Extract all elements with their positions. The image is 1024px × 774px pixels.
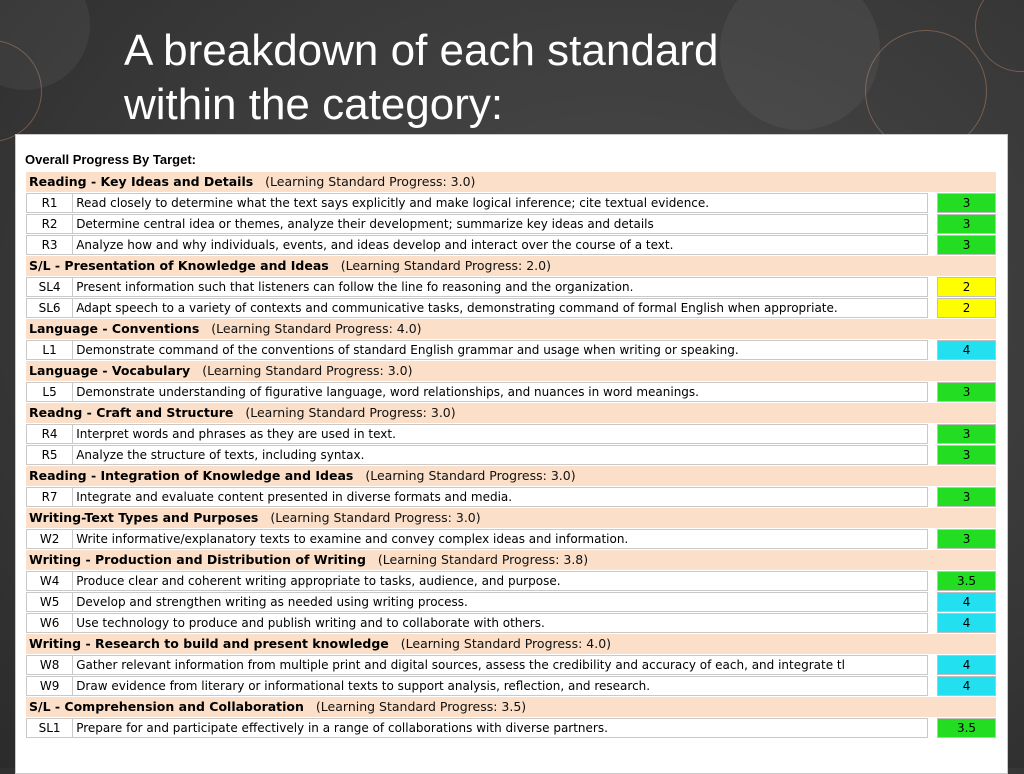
standard-description: Draw evidence from literary or informational texts to support analysis, reflection, and research. xyxy=(73,676,928,696)
standard-description: Present information such that listeners can follow the line fo reasoning and the organization. xyxy=(73,277,928,297)
score-badge: 3 xyxy=(937,529,996,549)
score-badge: 4 xyxy=(937,676,996,696)
standard-code: R1 xyxy=(26,193,73,213)
standard-row xyxy=(26,529,996,549)
standard-description: Analyze the structure of texts, including syntax. xyxy=(73,445,928,465)
standard-description: Adapt speech to a variety of contexts and communicative tasks, demonstrating command of formal English when appropriate. xyxy=(73,298,928,318)
category-progress: (Learning Standard Progress: 3.0) xyxy=(270,510,481,525)
standard-code: R4 xyxy=(26,424,73,444)
standard-description: Gather relevant information from multiple print and digital sources, assess the credibility and accuracy of each, and integrate tl xyxy=(73,655,928,675)
spacer xyxy=(928,298,937,318)
standard-description: Use technology to produce and publish writing and to collaborate with others. xyxy=(73,613,928,633)
standard-description: Write informative/explanatory texts to examine and convey complex ideas and information. xyxy=(73,529,928,549)
category-name: Language - Conventions xyxy=(29,321,200,336)
standard-code: SL4 xyxy=(26,277,73,297)
category-name: Reading - Key Ideas and Details xyxy=(29,174,254,189)
decorative-blob xyxy=(0,0,90,90)
category-row xyxy=(26,550,996,570)
standard-row xyxy=(26,571,996,591)
score-badge: 3 xyxy=(937,424,996,444)
standard-description: Analyze how and why individuals, events, and ideas develop and interact over the course of a text. xyxy=(73,235,928,255)
spacer xyxy=(928,277,937,297)
progress-table xyxy=(26,171,996,739)
category-progress: (Learning Standard Progress: 3.0) xyxy=(265,174,476,189)
standard-row xyxy=(26,718,996,738)
category-row xyxy=(26,403,996,423)
standard-code: W5 xyxy=(26,592,73,612)
standard-description: Demonstrate understanding of figurative language, word relationships, and nuances in word meanings. xyxy=(73,382,928,402)
spacer xyxy=(928,487,937,507)
standard-row xyxy=(26,613,996,633)
category-progress: (Learning Standard Progress: 3.0) xyxy=(245,405,456,420)
score-badge: 4 xyxy=(937,613,996,633)
score-badge: 4 xyxy=(937,592,996,612)
category-name: Writing-Text Types and Purposes xyxy=(29,510,259,525)
slide-title-line-1: A breakdown of each standard xyxy=(124,26,719,75)
category-progress: (Learning Standard Progress: 3.0) xyxy=(365,468,576,483)
category-row xyxy=(26,508,996,528)
standard-code: W6 xyxy=(26,613,73,633)
standard-code: R3 xyxy=(26,235,73,255)
spacer xyxy=(928,193,937,213)
score-badge: 3 xyxy=(937,214,996,234)
standard-description: Read closely to determine what the text says explicitly and make logical inference; cite textual evidence. xyxy=(73,193,928,213)
score-badge: 4 xyxy=(937,340,996,360)
standard-code: R5 xyxy=(26,445,73,465)
score-badge: 4 xyxy=(937,655,996,675)
standard-code: R2 xyxy=(26,214,73,234)
standard-description: Demonstrate command of the conventions of standard English grammar and usage when writing or speaking. xyxy=(73,340,928,360)
standard-row xyxy=(26,676,996,696)
category-row xyxy=(26,466,996,486)
category-row xyxy=(26,319,996,339)
category-name: Language - Vocabulary xyxy=(29,363,191,378)
standard-row xyxy=(26,235,996,255)
score-badge: 3 xyxy=(937,193,996,213)
spacer xyxy=(928,214,937,234)
standard-code: W2 xyxy=(26,529,73,549)
score-badge: 3 xyxy=(937,445,996,465)
standard-row xyxy=(26,424,996,444)
spacer xyxy=(928,382,937,402)
standard-row xyxy=(26,445,996,465)
spacer xyxy=(928,445,937,465)
standard-row xyxy=(26,193,996,213)
standard-description: Develop and strengthen writing as needed using writing process. xyxy=(73,592,928,612)
spacer xyxy=(928,424,937,444)
slide-title xyxy=(124,24,944,132)
standard-code: SL6 xyxy=(26,298,73,318)
spacer xyxy=(928,340,937,360)
category-row xyxy=(26,697,996,717)
standard-row xyxy=(26,487,996,507)
score-badge: 3.5 xyxy=(937,571,996,591)
spacer xyxy=(928,235,937,255)
standard-code: SL1 xyxy=(26,718,73,738)
spacer xyxy=(928,571,937,591)
category-name: Readng - Craft and Structure xyxy=(29,405,234,420)
standard-row xyxy=(26,592,996,612)
standard-code: L1 xyxy=(26,340,73,360)
category-name: Reading - Integration of Knowledge and Ideas xyxy=(29,468,354,483)
progress-report-panel xyxy=(15,134,1008,774)
standard-row xyxy=(26,382,996,402)
category-row xyxy=(26,172,996,192)
category-row xyxy=(26,361,996,381)
category-row xyxy=(26,256,996,276)
category-name: S/L - Comprehension and Collaboration xyxy=(29,699,304,714)
standard-description: Integrate and evaluate content presented in diverse formats and media. xyxy=(73,487,928,507)
standard-code: W4 xyxy=(26,571,73,591)
category-name: S/L - Presentation of Knowledge and Ideas xyxy=(29,258,329,273)
standard-code: L5 xyxy=(26,382,73,402)
standard-code: R7 xyxy=(26,487,73,507)
standard-row xyxy=(26,340,996,360)
spacer xyxy=(928,655,937,675)
category-progress: (Learning Standard Progress: 4.0) xyxy=(211,321,422,336)
category-row xyxy=(26,634,996,654)
standard-description: Interpret words and phrases as they are used in text. xyxy=(73,424,928,444)
score-badge: 3.5 xyxy=(937,718,996,738)
spacer xyxy=(928,592,937,612)
standard-code: W8 xyxy=(26,655,73,675)
score-badge: 2 xyxy=(937,277,996,297)
spacer xyxy=(928,529,937,549)
standard-description: Determine central idea or themes, analyze their development; summarize key ideas and details xyxy=(73,214,928,234)
standard-row xyxy=(26,298,996,318)
report-heading: Overall Progress By Target: xyxy=(25,152,196,167)
category-progress: (Learning Standard Progress: 3.8) xyxy=(377,552,589,567)
score-badge: 2 xyxy=(937,298,996,318)
standard-description: Prepare for and participate effectively in a range of collaborations with diverse partners. xyxy=(73,718,928,738)
category-name: Writing - Production and Distribution of Writing xyxy=(29,552,366,567)
standard-row xyxy=(26,277,996,297)
slide-title-line-2: within the category: xyxy=(124,80,504,129)
score-badge: 3 xyxy=(937,382,996,402)
standard-row xyxy=(26,214,996,234)
spacer xyxy=(928,676,937,696)
standard-code: W9 xyxy=(26,676,73,696)
spacer xyxy=(928,613,937,633)
standard-row xyxy=(26,655,996,675)
category-progress: (Learning Standard Progress: 3.5) xyxy=(315,699,527,714)
score-badge: 3 xyxy=(937,235,996,255)
score-badge: 3 xyxy=(937,487,996,507)
standard-description: Produce clear and coherent writing appropriate to tasks, audience, and purpose. xyxy=(73,571,928,591)
decorative-circle xyxy=(975,0,1024,72)
category-progress: (Learning Standard Progress: 2.0) xyxy=(340,258,551,273)
category-name: Writing - Research to build and present knowledge xyxy=(29,636,389,651)
spacer xyxy=(928,718,937,738)
category-progress: (Learning Standard Progress: 3.0) xyxy=(202,363,413,378)
category-progress: (Learning Standard Progress: 4.0) xyxy=(400,636,612,651)
